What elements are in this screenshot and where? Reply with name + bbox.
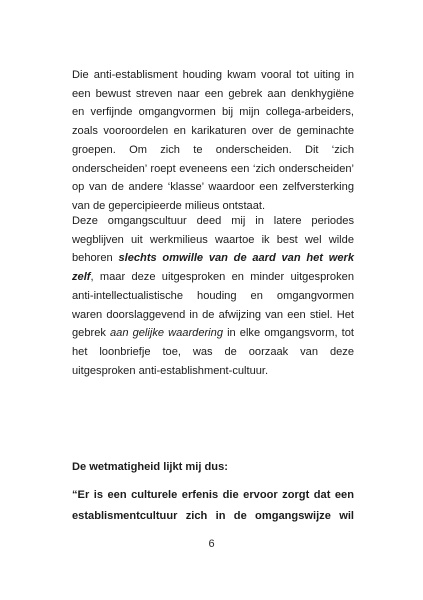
paragraph-anti-establishment: Die anti-establisment houding kwam vooral tot uiting in een bewust streven naar een gebrek aan denkhygiëne en verfijnde omgangvormen bij mijn collega-arbeiders, zoals vooroordelen en karikaturen over de geminachte groepen. Om zich te onderscheiden. Dit ‘zich onderscheiden’ roept eveneens een ‘zich onderscheiden’ op van de andere ‘klasse’ waardoor een zelfversterking van de gepercipieerde milieus ontstaat.	[72, 69, 354, 212]
paragraph-omgangscultuur	[72, 212, 354, 380]
section-heading: De wetmatigheid lijkt mij dus:	[72, 461, 228, 473]
quote-text: “Er is een culturele erfenis die ervoor zorgt dat een establismentcultuur zich in de omgangswijze wil	[72, 489, 354, 522]
paragraph-text: Deze omgangscultuur deed mij in latere periodes wegblijven uit werkmilieus waartoe ik best wel wilde behoren	[72, 215, 354, 265]
paragraph-text: , maar deze uitgesproken en minder uitgesproken anti-intellectualistische houding en omgangvormen waren doorslaggevend in de afwijzing van een stiel. Het gebrek	[72, 271, 354, 340]
emphasis-italic: aan gelijke waardering	[110, 327, 223, 340]
page-number: 6	[208, 538, 215, 550]
paragraph-text: in elke omgangsvorm, tot het loonbriefje toe, was de oorzaak van deze uitgesproken anti-establishment-cultuur.	[72, 327, 354, 377]
emphasis-bold-italic: slechts omwille van de aard van het werk zelf	[72, 252, 354, 284]
